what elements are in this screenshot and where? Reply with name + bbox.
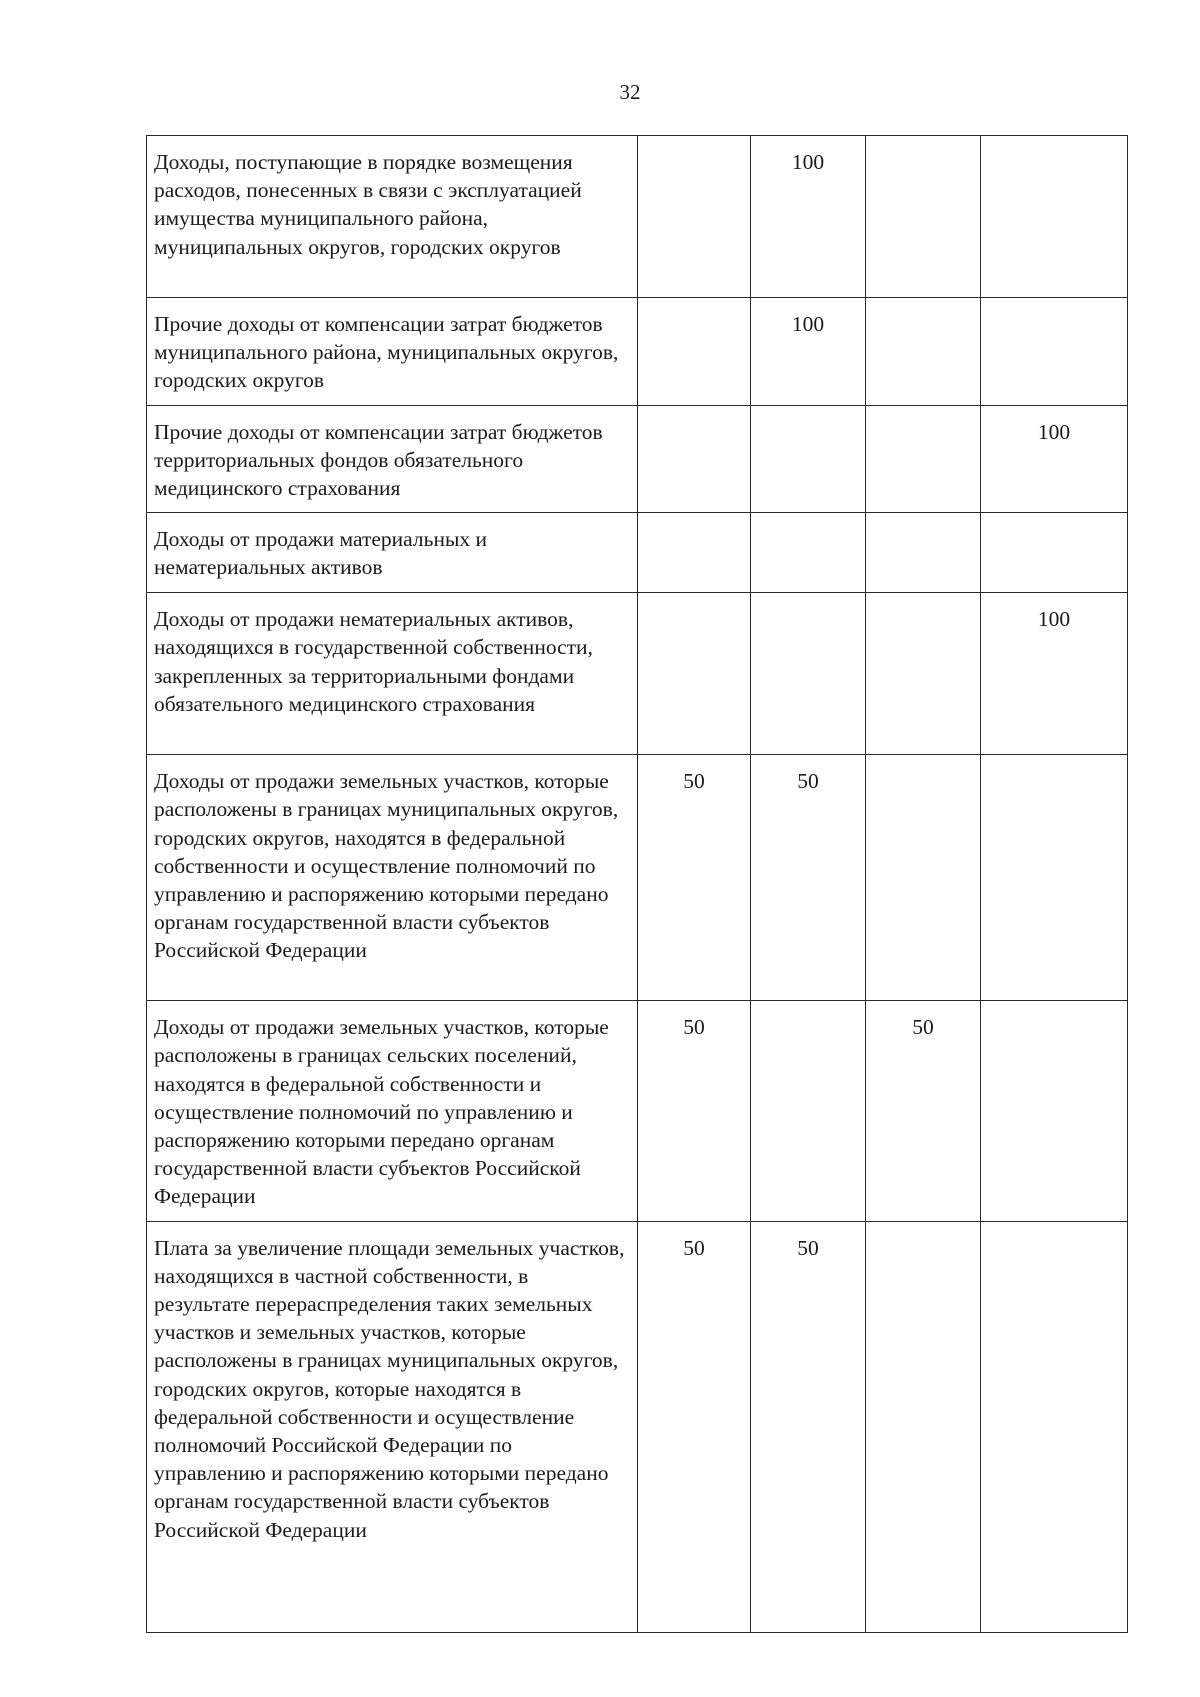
- revenue-description: Доходы от продажи нематериальных активов, находящихся в государственной собственности, закрепленных за территориальными фондами обязательного медицинского страхования: [147, 593, 638, 755]
- value-cell: [751, 593, 866, 755]
- revenue-description: Доходы от продажи земельных участков, которые расположены в границах сельских поселений, находятся в федеральной собственности и осуществление полномочий по управлению и распоряжению которыми передано органам государственной власти субъектов Российской Федерации: [147, 1001, 638, 1221]
- table-row: [147, 513, 1128, 593]
- value-cell: [866, 1221, 981, 1632]
- value-cell: [638, 513, 751, 593]
- value-cell: [981, 136, 1128, 298]
- value-cell: [866, 298, 981, 406]
- value-cell: 50: [638, 755, 751, 1001]
- revenue-distribution-table: [146, 135, 1128, 1633]
- value-cell: [981, 1001, 1128, 1221]
- value-cell: [751, 1001, 866, 1221]
- value-cell: [866, 136, 981, 298]
- revenue-description: Доходы, поступающие в порядке возмещения расходов, понесенных в связи с эксплуатацией имущества муниципального района, муниципальных округов, городских округов: [147, 136, 638, 298]
- value-cell: [638, 593, 751, 755]
- value-cell: [638, 405, 751, 513]
- value-cell: [751, 513, 866, 593]
- table-row: [147, 593, 1128, 755]
- value-cell: [981, 513, 1128, 593]
- revenue-description: Прочие доходы от компенсации затрат бюджетов территориальных фондов обязательного медицинского страхования: [147, 405, 638, 513]
- table-row: [147, 298, 1128, 406]
- value-cell: [866, 593, 981, 755]
- table-row: [147, 1221, 1128, 1632]
- table-row: [147, 136, 1128, 298]
- value-cell: 50: [638, 1001, 751, 1221]
- table-row: [147, 405, 1128, 513]
- revenue-description: Доходы от продажи земельных участков, которые расположены в границах муниципальных округов, городских округов, находятся в федеральной собственности и осуществление полномочий по управлению и распоряжению которыми передано органам государственной власти субъектов Российской Федерации: [147, 755, 638, 1001]
- value-cell: [981, 298, 1128, 406]
- value-cell: [866, 513, 981, 593]
- revenue-description: Плата за увеличение площади земельных участков, находящихся в частной собственности, в результате перераспределения таких земельных участков и земельных участков, которые расположены в границах муниципальных округов, городских округов, которые находятся в федеральной собственности и осуществление полномочий Российской Федерации по управлению и распоряжению которыми передано органам государственной власти субъектов Российской Федерации: [147, 1221, 638, 1632]
- table-row: [147, 755, 1128, 1001]
- value-cell: [751, 405, 866, 513]
- value-cell: 100: [981, 405, 1128, 513]
- revenue-description: Доходы от продажи материальных и нематериальных активов: [147, 513, 638, 593]
- value-cell: 50: [751, 1221, 866, 1632]
- revenue-description: Прочие доходы от компенсации затрат бюджетов муниципального района, муниципальных округов, городских округов: [147, 298, 638, 406]
- value-cell: 50: [751, 755, 866, 1001]
- value-cell: 50: [866, 1001, 981, 1221]
- value-cell: 100: [751, 298, 866, 406]
- value-cell: 100: [981, 593, 1128, 755]
- value-cell: [638, 298, 751, 406]
- value-cell: 50: [638, 1221, 751, 1632]
- page-number: 32: [619, 80, 641, 104]
- value-cell: [981, 755, 1128, 1001]
- value-cell: [866, 405, 981, 513]
- value-cell: [866, 755, 981, 1001]
- value-cell: [638, 136, 751, 298]
- table-row: [147, 1001, 1128, 1221]
- value-cell: 100: [751, 136, 866, 298]
- value-cell: [981, 1221, 1128, 1632]
